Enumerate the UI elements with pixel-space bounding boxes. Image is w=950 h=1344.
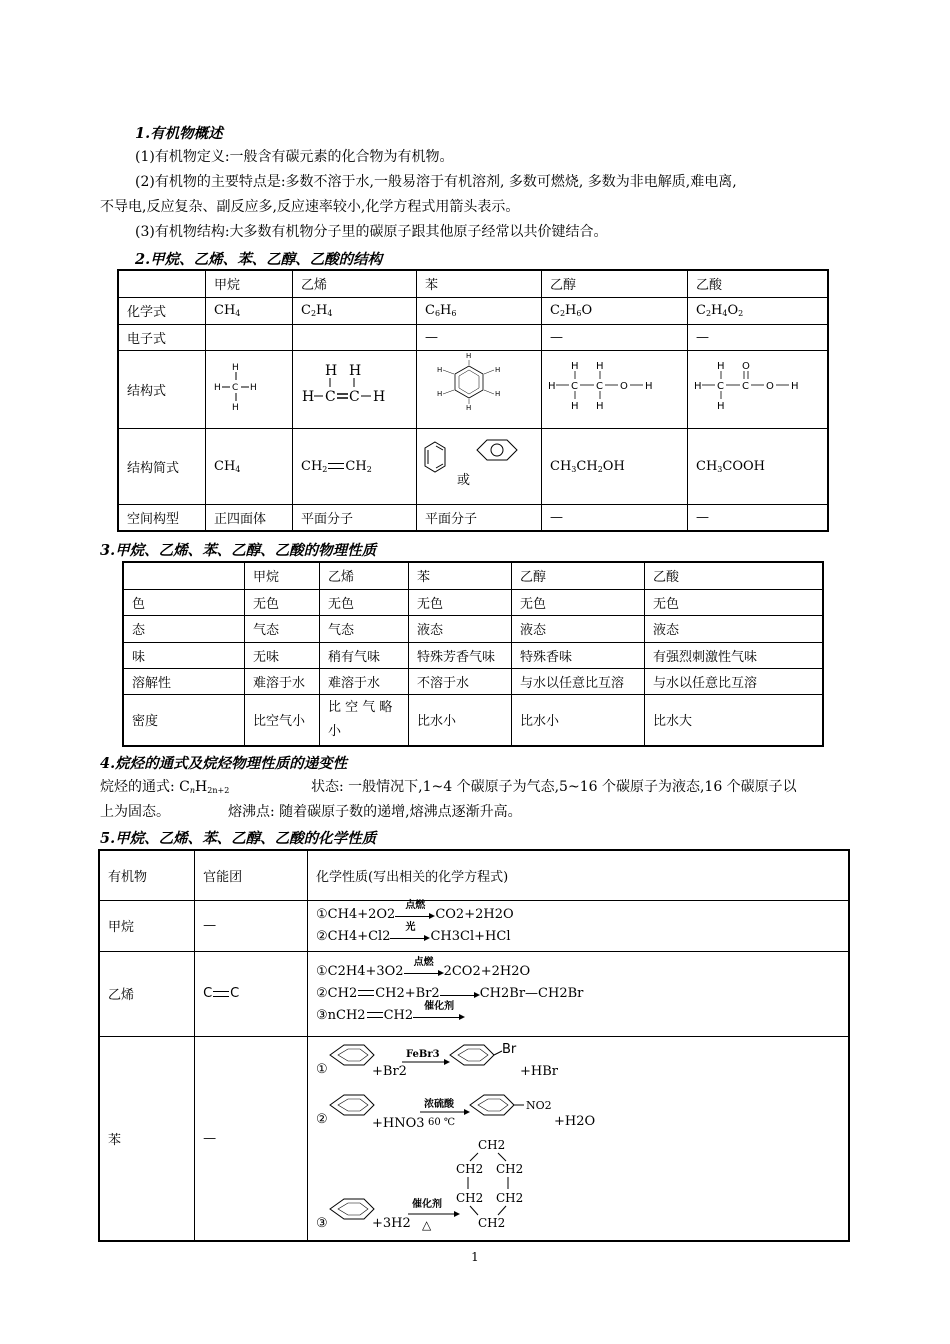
- or-label: 或: [457, 472, 471, 488]
- ethylene-reactions: [308, 951, 850, 1036]
- svg-text:浓硫酸: 浓硫酸: [424, 1098, 454, 1110]
- table-row: [118, 504, 828, 531]
- svg-text:C: C: [232, 383, 239, 393]
- chemical-table: [98, 849, 850, 1242]
- svg-text:C: C: [717, 381, 724, 392]
- svg-text:H: H: [214, 383, 221, 393]
- header-cell: [118, 270, 206, 297]
- header-cell: 官能团: [195, 850, 308, 900]
- svg-text:H: H: [232, 363, 239, 373]
- header-cell: 乙烯: [293, 270, 417, 297]
- header-cell: 苯: [409, 562, 512, 589]
- cell: —: [688, 504, 829, 531]
- cell: $C_2H_4$: [293, 297, 417, 324]
- svg-text:O: O: [766, 381, 774, 392]
- acetic-acid-structure: [688, 350, 829, 428]
- benzene-reactions: [308, 1036, 850, 1241]
- section-3-title: 3.甲烷、乙烯、苯、乙醇、乙酸的物理性质: [100, 542, 377, 559]
- svg-text:O: O: [742, 361, 750, 372]
- svg-text:H: H: [596, 361, 604, 372]
- header-cell: 乙醇: [542, 270, 688, 297]
- row-label: 结构简式: [118, 428, 206, 504]
- s1-p1: (1)有机物定义:一般含有碳元素的化合物为有机物。: [135, 149, 454, 165]
- svg-text:H: H: [437, 366, 443, 374]
- svg-text:+HNO3: +HNO3: [372, 1115, 425, 1131]
- svg-text:C: C: [349, 389, 360, 405]
- svg-text:H: H: [466, 352, 472, 360]
- cell: [293, 324, 417, 350]
- svg-text:CH2: CH2: [478, 1137, 506, 1152]
- header-cell: 苯: [417, 270, 542, 297]
- s1-p2a: (2)有机物的主要特点是:多数不溶于水,一般易溶于有机溶剂, 多数可燃烧, 多数为非电解质,难电离,: [135, 174, 737, 190]
- svg-text:CH2: CH2: [478, 1215, 506, 1230]
- cell: $CH_2$ $CH_2$: [293, 428, 417, 504]
- header-cell: 乙酸: [645, 562, 824, 589]
- header-cell: 乙烯: [320, 562, 409, 589]
- svg-text:C: C: [325, 389, 336, 405]
- row-label: 化学式: [118, 297, 206, 324]
- equation: ②CH4+Cl2 光 CH3Cl+HCl: [316, 926, 840, 948]
- section-2-title: 2.甲烷、乙烯、苯、乙醇、乙酸的结构: [135, 251, 383, 268]
- svg-text:催化剂: 催化剂: [412, 1198, 442, 1210]
- table-row: 苯 — ① +Br2 FeBr3 Br +HBr ② +HNO3 浓硫酸 60 ℃ NO2 +H2O ③ +3H2 催化剂 △ CH2 CH2 CH2 CH2 CH2 CH2: [99, 1036, 849, 1241]
- section-1-title: 1.有机物概述: [135, 125, 223, 142]
- physical-table: [122, 561, 824, 747]
- row-label: 结构式: [118, 350, 206, 428]
- svg-text:+HBr: +HBr: [520, 1063, 558, 1079]
- header-cell: 甲烷: [245, 562, 320, 589]
- table-row: 态 气态 气态 液态 液态 液态: [123, 615, 823, 642]
- methane-structure: [206, 350, 293, 428]
- benzene-ring-icon: [450, 1045, 494, 1065]
- table-row: 色 无色 无色 无色 无色 无色: [123, 589, 823, 615]
- svg-text:CH2: CH2: [496, 1190, 524, 1205]
- table-row: 甲烷 — ①CH4+2O2 点燃 CO2+2H2O ②CH4+Cl2 光 CH3Cl+HCl: [99, 900, 849, 951]
- page-number: 1: [471, 1250, 479, 1264]
- table-row: [118, 297, 828, 324]
- svg-text:C: C: [596, 381, 603, 392]
- svg-text:60 ℃: 60 ℃: [428, 1116, 456, 1128]
- reaction-arrow: 点燃: [395, 904, 435, 926]
- s4-line2b: 熔沸点: 随着碳原子数的递增,熔沸点逐渐升高。: [228, 804, 522, 820]
- reaction-arrow: 催化剂: [413, 1005, 465, 1027]
- svg-text:H: H: [373, 389, 386, 405]
- svg-text:H: H: [349, 363, 362, 379]
- cell: $CH_4$: [206, 428, 293, 504]
- methane-reactions: [308, 900, 850, 951]
- cell: $C_2H_4O_2$: [688, 297, 829, 324]
- cell: $CH_4$: [206, 297, 293, 324]
- cell: $C_6H_6$: [417, 297, 542, 324]
- svg-text:+Br2: +Br2: [372, 1063, 407, 1079]
- header-cell: [123, 562, 245, 589]
- b1-num: ①: [316, 1061, 328, 1077]
- svg-text:H: H: [232, 403, 239, 413]
- section-5-title: 5.甲烷、乙烯、苯、乙醇、乙酸的化学性质: [100, 830, 377, 847]
- svg-text:H: H: [250, 383, 257, 393]
- svg-text:+H2O: +H2O: [554, 1113, 596, 1129]
- svg-text:H: H: [596, 401, 604, 412]
- svg-text:H: H: [571, 401, 579, 412]
- header-cell: 化学性质(写出相关的化学方程式): [308, 850, 850, 900]
- section-4-title: 4.烷烃的通式及烷烃物理性质的递变性: [100, 755, 348, 772]
- svg-text:H: H: [495, 366, 501, 374]
- benzene-ring-icon: [470, 1095, 514, 1115]
- equation: ③nCH2 CH2 催化剂: [316, 1005, 840, 1027]
- equation: ①C2H4+3O2 点燃 2CO2+2H2O: [316, 961, 840, 983]
- svg-text:O: O: [620, 381, 628, 392]
- svg-text:CH2: CH2: [456, 1161, 484, 1176]
- benzene-ring-icon: [330, 1095, 374, 1115]
- svg-text:△: △: [422, 1217, 432, 1232]
- svg-text:FeBr3: FeBr3: [406, 1048, 440, 1060]
- reaction-arrow: 点燃: [404, 961, 444, 983]
- reaction-arrow: 光: [390, 926, 430, 948]
- ethanol-structure: [542, 350, 688, 428]
- header-cell: 乙酸: [688, 270, 829, 297]
- b3-num: ③: [316, 1215, 328, 1231]
- benzene-structure: [417, 350, 542, 428]
- svg-text:H: H: [791, 381, 799, 392]
- svg-text:H: H: [717, 361, 725, 372]
- header-cell: 乙醇: [512, 562, 645, 589]
- ethylene-group: C C: [195, 951, 308, 1036]
- cell: —: [542, 324, 688, 350]
- table-row: 乙烯 C C ①C2H4+3O2 点燃 2CO2+2H2O ②CH2 CH2+Br2 CH2Br—CH2Br ③nCH2 CH2 催化剂: [99, 951, 849, 1036]
- svg-text:H: H: [495, 390, 501, 398]
- svg-text:CH2: CH2: [456, 1190, 484, 1205]
- header-cell: 有机物: [99, 850, 195, 900]
- benzene-ring-icon: [330, 1199, 374, 1219]
- svg-text:Br: Br: [502, 1041, 517, 1057]
- svg-text:H: H: [325, 363, 338, 379]
- s4-state: 状态: 一般情况下,1~4 个碳原子为气态,5~16 个碳原子为液态,16 个碳原子以: [311, 779, 797, 795]
- cell: $CH_3CH_2OH$: [542, 428, 688, 504]
- row-label: 空间构型: [118, 504, 206, 531]
- s1-p2b: 不导电,反应复杂、副反应多,反应速率较小,化学方程式用箭头表示。: [100, 199, 520, 215]
- table-row: [118, 350, 828, 428]
- cell: 平面分子: [417, 504, 542, 531]
- cell: [206, 324, 293, 350]
- svg-text:C: C: [742, 381, 749, 392]
- svg-text:H: H: [466, 404, 472, 412]
- b2-num: ②: [316, 1111, 328, 1127]
- cell: —: [417, 324, 542, 350]
- equation: ①CH4+2O2 点燃 CO2+2H2O: [316, 904, 840, 926]
- s4-line1: 烷烃的通式: $C_nH_{2n+2}$: [100, 779, 230, 795]
- cell: —: [542, 504, 688, 531]
- row-label: 电子式: [118, 324, 206, 350]
- benzene-reaction-diagram: [308, 1037, 848, 1240]
- svg-text:H: H: [717, 401, 725, 412]
- svg-text:+3H2: +3H2: [372, 1215, 411, 1231]
- cell: 正四面体: [206, 504, 293, 531]
- svg-text:H: H: [571, 361, 579, 372]
- svg-text:H: H: [548, 381, 556, 392]
- structure-table: [117, 269, 829, 532]
- equation: ②CH2 CH2+Br2 CH2Br—CH2Br: [316, 983, 840, 1005]
- cell: $CH_3COOH$: [688, 428, 829, 504]
- ethylene-structure: [293, 350, 417, 428]
- svg-text:H: H: [645, 381, 653, 392]
- svg-text:C: C: [571, 381, 578, 392]
- table-row: [118, 324, 828, 350]
- benzene-simple: [417, 428, 542, 504]
- svg-text:CH2: CH2: [496, 1161, 524, 1176]
- table-row: 味 无味 稍有气味 特殊芳香气味 特殊香味 有强烈刺激性气味: [123, 642, 823, 668]
- s1-p3: (3)有机物结构:大多数有机物分子里的碳原子跟其他原子经常以共价键结合。: [135, 224, 608, 240]
- benzene-ring-icon: [330, 1045, 374, 1065]
- svg-text:H: H: [437, 390, 443, 398]
- svg-text:H: H: [694, 381, 702, 392]
- header-cell: 甲烷: [206, 270, 293, 297]
- svg-text:H: H: [302, 389, 315, 405]
- cell: 平面分子: [293, 504, 417, 531]
- cell: $C_2H_6O$: [542, 297, 688, 324]
- s4-line2a: 上为固态。: [100, 804, 170, 820]
- cell: —: [688, 324, 829, 350]
- svg-text:NO2: NO2: [526, 1098, 552, 1112]
- table-row: [118, 428, 828, 504]
- table-row: 密度 比空气小 比 空 气 略 小 比水小 比水小 比水大: [123, 694, 823, 746]
- table-row: 溶解性 难溶于水 难溶于水 不溶于水 与水以任意比互溶 与水以任意比互溶: [123, 668, 823, 694]
